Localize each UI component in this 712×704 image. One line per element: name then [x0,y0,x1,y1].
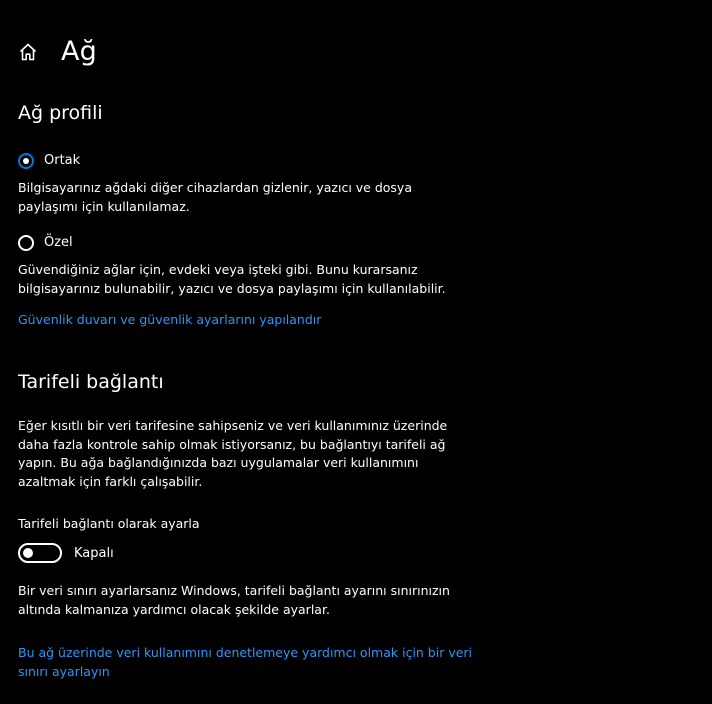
radio-public[interactable] [18,151,80,171]
toggle-knob [23,548,33,558]
metered-toggle-caption: Tarifeli bağlantı olarak ayarla [18,516,200,531]
radio-public-indicator[interactable] [18,153,34,169]
radio-private[interactable] [18,233,73,253]
radio-private-label[interactable]: Özel [44,235,73,250]
radio-public-description: Bilgisayarınız ağdaki diğer cihazlardan gizlenir, yazıcı ve dosya paylaşımı için kullanılamaz. [18,180,412,214]
page-header [18,36,97,68]
radio-private-description: Güvendiğiniz ağlar için, evdeki veya işteki gibi. Bunu kurarsanız bilgisayarınız bulunabilir, yazıcı ve dosya paylaşımı için kullanılabilir. [18,262,446,296]
metered-description: Eğer kısıtlı bir veri tarifesine sahipseniz ve veri kullanımınız üzerinde daha fazla kontrole sahip olmak istiyorsanız, bu bağlantıyı tarifeli ağ yapın. Bu ağa bağlandığınızda bazı uygulamalar veri kullanımını azaltmak için farklı çalışabilir. [18,418,448,489]
metered-toggle-row[interactable] [18,543,114,563]
network-profile-heading: Ağ profili [18,102,103,124]
metered-toggle-state: Kapalı [74,545,114,561]
metered-connection-heading: Tarifeli bağlantı [18,371,164,393]
page-title: Ağ [61,36,98,67]
home-icon[interactable] [18,42,38,62]
metered-toggle-switch[interactable] [18,543,62,563]
set-data-limit-link[interactable]: Bu ağ üzerinde veri kullanımını denetlemeye yardımcı olmak için bir veri sınırı ayarlayın [18,645,473,679]
radio-public-label[interactable]: Ortak [44,153,81,168]
firewall-settings-link[interactable]: Güvenlik duvarı ve güvenlik ayarlarını yapılandır [18,312,322,327]
data-limit-note: Bir veri sınırı ayarlarsanız Windows, tarifeli bağlantı ayarını sınırınızın altında kalmanıza yardımcı olacak şekilde ayarlar. [18,583,450,617]
radio-private-indicator[interactable] [18,235,34,251]
